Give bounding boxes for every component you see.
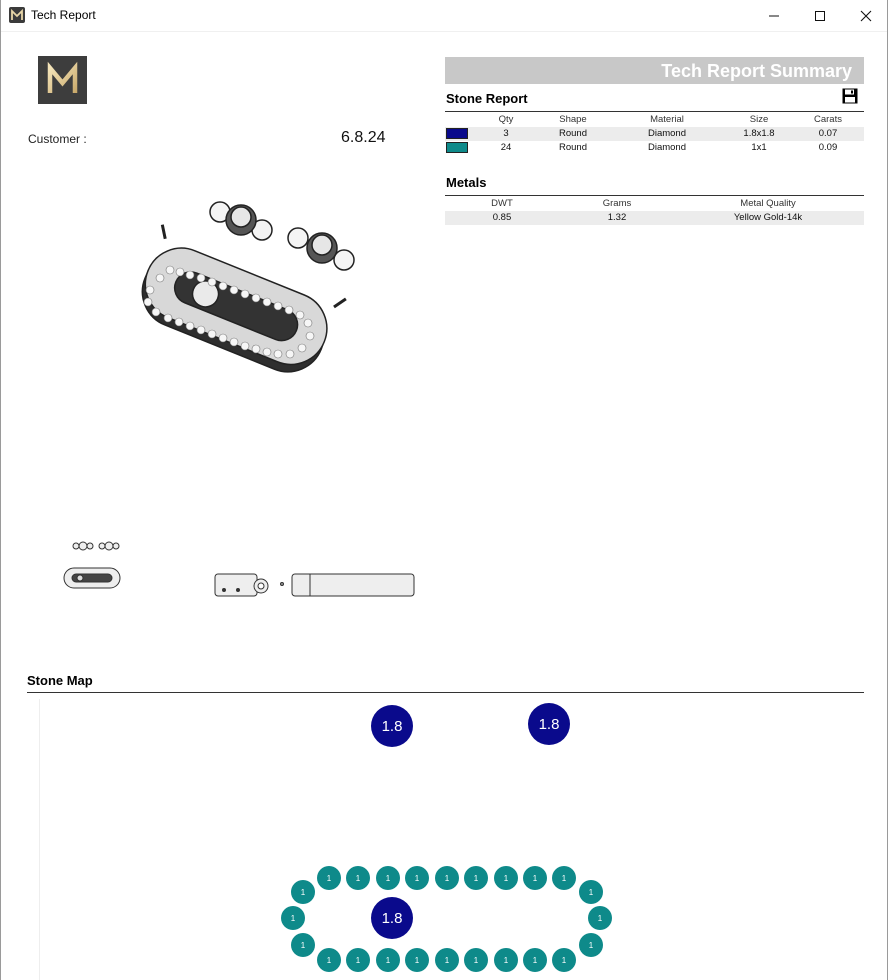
cell-carats: 0.07 [818,128,838,139]
col-metal-quality: Metal Quality [740,198,796,209]
cell-shape: Round [559,128,587,139]
stone-color-swatch [446,128,468,139]
table-header-row [445,113,864,127]
cell-size: 1x1 [751,142,767,153]
floppy-disk-icon[interactable] [842,88,858,104]
col-shape: Shape [559,114,587,125]
metals-rule [445,195,864,196]
cell-metal-quality: Yellow Gold-14k [733,212,803,223]
table-row [445,127,864,141]
metals-title: Metals [446,175,487,190]
maximize-icon [814,10,826,22]
stone-map-small-stone: 1 [579,880,603,904]
cell-shape: Round [559,142,587,153]
stone-map-small-stone: 1 [435,948,459,972]
cell-material: Diamond [647,128,687,139]
minimize-icon [768,10,780,22]
table-row [445,211,864,225]
cell-qty: 24 [500,142,512,153]
app-icon [9,7,25,23]
thumbnail-front-view [60,538,126,594]
summary-title: Tech Report Summary [661,61,852,81]
stone-map-large-stone: 1.8 [371,705,413,747]
stone-report-table [445,113,864,155]
stone-map-small-stone: 1 [346,948,370,972]
stone-map-small-stone: 1 [346,866,370,890]
stone-map-small-stone: 1 [523,948,547,972]
stone-map-rule [27,692,864,693]
customer-label: Customer : [28,132,87,146]
cell-dwt: 0.85 [492,212,512,223]
stone-map-small-stone: 1 [317,866,341,890]
stone-map-small-stone: 1 [579,933,603,957]
summary-header [445,57,864,84]
stone-map-small-stone: 1 [291,933,315,957]
cell-size: 1.8x1.8 [743,128,775,139]
thumbnail-side-view [212,570,272,602]
stone-map-small-stone: 1 [494,866,518,890]
stone-report-title: Stone Report [446,91,528,106]
col-grams: Grams [602,198,632,209]
jewelry-render-main [130,190,370,390]
stone-map-small-stone: 1 [552,866,576,890]
stone-map-small-stone: 1 [464,866,488,890]
close-button[interactable] [843,0,888,31]
stone-map-small-stone: 1 [405,866,429,890]
stone-map-large-stone: 1.8 [528,703,570,745]
close-icon [860,10,872,22]
company-logo [38,56,87,104]
stone-map-small-stone: 1 [588,906,612,930]
table-row [445,141,864,155]
col-carats: Carats [814,114,842,125]
stone-map-small-stone: 1 [552,948,576,972]
col-size: Size [749,114,769,125]
title-bar [0,0,888,32]
stone-map-canvas [39,699,862,980]
stone-map-small-stone: 1 [494,948,518,972]
stone-map-small-stone: 1 [376,866,400,890]
window-title: Tech Report [31,8,96,22]
col-material: Material [650,114,684,125]
stone-map-small-stone: 1 [523,866,547,890]
stone-map-small-stone: 1 [376,948,400,972]
customer-value: 6.8.24 [341,129,386,146]
stone-map-small-stone: 1 [405,948,429,972]
stone-map-small-stone: 1 [281,906,305,930]
cell-carats: 0.09 [818,142,838,153]
metals-table [445,197,864,225]
window-border-left [0,0,1,980]
col-qty: Qty [498,114,514,125]
cell-grams: 1.32 [607,212,627,223]
minimize-button[interactable] [751,0,797,31]
stone-map-title: Stone Map [27,673,93,688]
stone-report-rule [445,111,864,112]
stone-map-small-stone: 1 [317,948,341,972]
stone-map-small-stone: 1 [464,948,488,972]
cell-qty: 3 [503,128,509,139]
stone-map-large-stone: 1.8 [371,897,413,939]
table-header-row [445,197,864,211]
cell-material: Diamond [647,142,687,153]
thumbnail-top-view [278,570,416,602]
stone-map-small-stone: 1 [435,866,459,890]
stone-map-small-stone: 1 [291,880,315,904]
stone-color-swatch [446,142,468,153]
col-dwt: DWT [491,198,513,209]
maximize-button[interactable] [797,0,843,31]
